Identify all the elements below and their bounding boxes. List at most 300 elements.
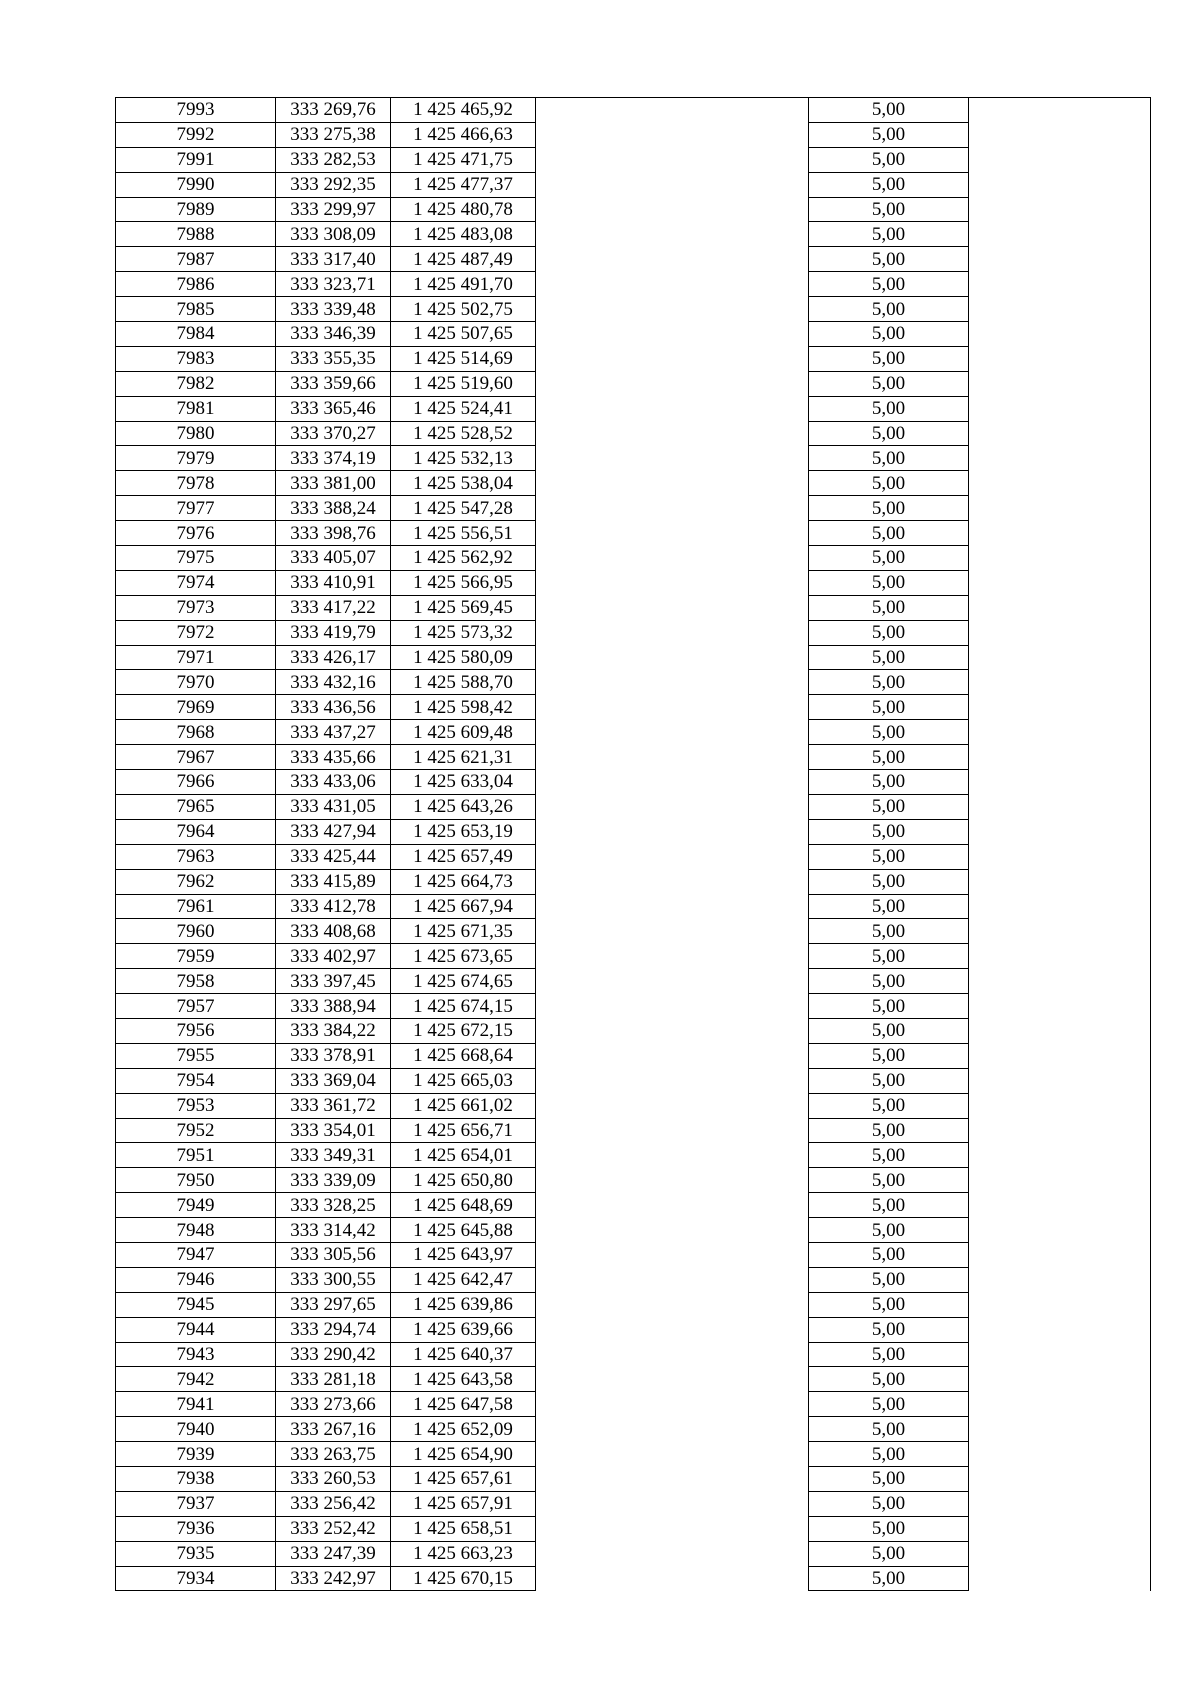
- x-coordinate-cell: 333 292,35: [276, 172, 391, 197]
- value-cell: 5,00: [809, 720, 969, 745]
- y-coordinate-cell: 1 425 573,32: [391, 620, 536, 645]
- x-coordinate-cell: 333 437,27: [276, 720, 391, 745]
- y-coordinate-cell: 1 425 654,01: [391, 1143, 536, 1168]
- y-coordinate-cell: 1 425 621,31: [391, 745, 536, 770]
- value-cell: 5,00: [809, 1242, 969, 1267]
- empty-cell: [536, 297, 809, 322]
- table-row: [116, 297, 1151, 322]
- value-cell: 5,00: [809, 98, 969, 123]
- empty-cell: [536, 1242, 809, 1267]
- x-coordinate-cell: 333 339,48: [276, 297, 391, 322]
- y-coordinate-cell: 1 425 647,58: [391, 1392, 536, 1417]
- table-row: [116, 1068, 1151, 1093]
- table-row: [116, 446, 1151, 471]
- x-coordinate-cell: 333 267,16: [276, 1417, 391, 1442]
- empty-cell: [536, 969, 809, 994]
- empty-cell: [536, 1491, 809, 1516]
- table-row: [116, 98, 1151, 123]
- note-cell: [969, 745, 1151, 770]
- value-cell: 5,00: [809, 521, 969, 546]
- point-number-cell: 7977: [116, 496, 276, 521]
- empty-cell: [536, 894, 809, 919]
- table-row: [116, 794, 1151, 819]
- table-row: [116, 770, 1151, 795]
- value-cell: 5,00: [809, 371, 969, 396]
- table-row: [116, 595, 1151, 620]
- x-coordinate-cell: 333 427,94: [276, 819, 391, 844]
- value-cell: 5,00: [809, 421, 969, 446]
- value-cell: 5,00: [809, 247, 969, 272]
- empty-cell: [536, 1118, 809, 1143]
- x-coordinate-cell: 333 328,25: [276, 1193, 391, 1218]
- y-coordinate-cell: 1 425 519,60: [391, 371, 536, 396]
- x-coordinate-cell: 333 405,07: [276, 546, 391, 571]
- point-number-cell: 7989: [116, 197, 276, 222]
- point-number-cell: 7974: [116, 570, 276, 595]
- empty-cell: [536, 396, 809, 421]
- x-coordinate-cell: 333 323,71: [276, 272, 391, 297]
- empty-cell: [536, 1442, 809, 1467]
- point-number-cell: 7951: [116, 1143, 276, 1168]
- x-coordinate-cell: 333 317,40: [276, 247, 391, 272]
- empty-cell: [536, 346, 809, 371]
- value-cell: 5,00: [809, 670, 969, 695]
- y-coordinate-cell: 1 425 672,15: [391, 1018, 536, 1043]
- point-number-cell: 7965: [116, 794, 276, 819]
- empty-cell: [536, 1093, 809, 1118]
- point-number-cell: 7962: [116, 869, 276, 894]
- note-cell: [969, 1068, 1151, 1093]
- note-cell: [969, 222, 1151, 247]
- note-cell: [969, 1442, 1151, 1467]
- value-cell: 5,00: [809, 969, 969, 994]
- empty-cell: [536, 521, 809, 546]
- x-coordinate-cell: 333 381,00: [276, 471, 391, 496]
- note-cell: [969, 969, 1151, 994]
- empty-cell: [536, 869, 809, 894]
- y-coordinate-cell: 1 425 652,09: [391, 1417, 536, 1442]
- empty-cell: [536, 1566, 809, 1591]
- table-row: [116, 1516, 1151, 1541]
- empty-cell: [536, 720, 809, 745]
- x-coordinate-cell: 333 275,38: [276, 122, 391, 147]
- table-row: [116, 346, 1151, 371]
- note-cell: [969, 645, 1151, 670]
- y-coordinate-cell: 1 425 633,04: [391, 770, 536, 795]
- y-coordinate-cell: 1 425 658,51: [391, 1516, 536, 1541]
- point-number-cell: 7982: [116, 371, 276, 396]
- point-number-cell: 7990: [116, 172, 276, 197]
- empty-cell: [536, 1068, 809, 1093]
- value-cell: 5,00: [809, 1342, 969, 1367]
- point-number-cell: 7963: [116, 844, 276, 869]
- x-coordinate-cell: 333 402,97: [276, 944, 391, 969]
- value-cell: 5,00: [809, 770, 969, 795]
- table-row: [116, 1292, 1151, 1317]
- x-coordinate-cell: 333 297,65: [276, 1292, 391, 1317]
- y-coordinate-cell: 1 425 657,61: [391, 1466, 536, 1491]
- point-number-cell: 7953: [116, 1093, 276, 1118]
- point-number-cell: 7954: [116, 1068, 276, 1093]
- point-number-cell: 7992: [116, 122, 276, 147]
- point-number-cell: 7941: [116, 1392, 276, 1417]
- table-row: [116, 944, 1151, 969]
- note-cell: [969, 894, 1151, 919]
- note-cell: [969, 770, 1151, 795]
- x-coordinate-cell: 333 339,09: [276, 1168, 391, 1193]
- y-coordinate-cell: 1 425 639,86: [391, 1292, 536, 1317]
- y-coordinate-cell: 1 425 562,92: [391, 546, 536, 571]
- x-coordinate-cell: 333 300,55: [276, 1267, 391, 1292]
- table-row: [116, 396, 1151, 421]
- note-cell: [969, 1143, 1151, 1168]
- note-cell: [969, 1292, 1151, 1317]
- empty-cell: [536, 496, 809, 521]
- value-cell: 5,00: [809, 1018, 969, 1043]
- empty-cell: [536, 471, 809, 496]
- point-number-cell: 7952: [116, 1118, 276, 1143]
- y-coordinate-cell: 1 425 483,08: [391, 222, 536, 247]
- value-cell: 5,00: [809, 1093, 969, 1118]
- x-coordinate-cell: 333 408,68: [276, 919, 391, 944]
- note-cell: [969, 1043, 1151, 1068]
- value-cell: 5,00: [809, 1417, 969, 1442]
- x-coordinate-cell: 333 290,42: [276, 1342, 391, 1367]
- table-row: [116, 1267, 1151, 1292]
- point-number-cell: 7949: [116, 1193, 276, 1218]
- note-cell: [969, 322, 1151, 347]
- x-coordinate-cell: 333 354,01: [276, 1118, 391, 1143]
- point-number-cell: 7957: [116, 994, 276, 1019]
- note-cell: [969, 620, 1151, 645]
- note-cell: [969, 446, 1151, 471]
- x-coordinate-cell: 333 263,75: [276, 1442, 391, 1467]
- value-cell: 5,00: [809, 1491, 969, 1516]
- point-number-cell: 7938: [116, 1466, 276, 1491]
- note-cell: [969, 297, 1151, 322]
- value-cell: 5,00: [809, 396, 969, 421]
- y-coordinate-cell: 1 425 556,51: [391, 521, 536, 546]
- empty-cell: [536, 670, 809, 695]
- table-row: [116, 1442, 1151, 1467]
- y-coordinate-cell: 1 425 643,26: [391, 794, 536, 819]
- point-number-cell: 7976: [116, 521, 276, 546]
- note-cell: [969, 172, 1151, 197]
- y-coordinate-cell: 1 425 643,97: [391, 1242, 536, 1267]
- empty-cell: [536, 446, 809, 471]
- x-coordinate-cell: 333 269,76: [276, 98, 391, 123]
- empty-cell: [536, 1516, 809, 1541]
- point-number-cell: 7993: [116, 98, 276, 123]
- note-cell: [969, 1317, 1151, 1342]
- note-cell: [969, 944, 1151, 969]
- value-cell: 5,00: [809, 894, 969, 919]
- value-cell: 5,00: [809, 496, 969, 521]
- empty-cell: [536, 1317, 809, 1342]
- y-coordinate-cell: 1 425 507,65: [391, 322, 536, 347]
- value-cell: 5,00: [809, 1168, 969, 1193]
- table-row: [116, 147, 1151, 172]
- value-cell: 5,00: [809, 147, 969, 172]
- table-row: [116, 720, 1151, 745]
- y-coordinate-cell: 1 425 502,75: [391, 297, 536, 322]
- empty-cell: [536, 421, 809, 446]
- point-number-cell: 7939: [116, 1442, 276, 1467]
- table-row: [116, 272, 1151, 297]
- table-row: [116, 1018, 1151, 1043]
- note-cell: [969, 1342, 1151, 1367]
- table-row: [116, 1317, 1151, 1342]
- note-cell: [969, 1516, 1151, 1541]
- point-number-cell: 7969: [116, 695, 276, 720]
- y-coordinate-cell: 1 425 671,35: [391, 919, 536, 944]
- empty-cell: [536, 322, 809, 347]
- note-cell: [969, 396, 1151, 421]
- y-coordinate-cell: 1 425 654,90: [391, 1442, 536, 1467]
- point-number-cell: 7948: [116, 1218, 276, 1243]
- point-number-cell: 7968: [116, 720, 276, 745]
- y-coordinate-cell: 1 425 465,92: [391, 98, 536, 123]
- empty-cell: [536, 1367, 809, 1392]
- table-row: [116, 1491, 1151, 1516]
- table-row: [116, 546, 1151, 571]
- table-row: [116, 521, 1151, 546]
- x-coordinate-cell: 333 398,76: [276, 521, 391, 546]
- value-cell: 5,00: [809, 919, 969, 944]
- note-cell: [969, 1466, 1151, 1491]
- y-coordinate-cell: 1 425 663,23: [391, 1541, 536, 1566]
- note-cell: [969, 595, 1151, 620]
- empty-cell: [536, 1267, 809, 1292]
- table-row: [116, 322, 1151, 347]
- empty-cell: [536, 1466, 809, 1491]
- coordinate-table: [115, 97, 1151, 1591]
- y-coordinate-cell: 1 425 664,73: [391, 869, 536, 894]
- point-number-cell: 7944: [116, 1317, 276, 1342]
- y-coordinate-cell: 1 425 639,66: [391, 1317, 536, 1342]
- x-coordinate-cell: 333 260,53: [276, 1466, 391, 1491]
- empty-cell: [536, 620, 809, 645]
- value-cell: 5,00: [809, 1143, 969, 1168]
- table-row: [116, 421, 1151, 446]
- value-cell: 5,00: [809, 1193, 969, 1218]
- note-cell: [969, 421, 1151, 446]
- point-number-cell: 7934: [116, 1566, 276, 1591]
- point-number-cell: 7966: [116, 770, 276, 795]
- empty-cell: [536, 1292, 809, 1317]
- table-row: [116, 894, 1151, 919]
- value-cell: 5,00: [809, 172, 969, 197]
- point-number-cell: 7970: [116, 670, 276, 695]
- table-row: [116, 695, 1151, 720]
- x-coordinate-cell: 333 349,31: [276, 1143, 391, 1168]
- table-row: [116, 994, 1151, 1019]
- empty-cell: [536, 1043, 809, 1068]
- table-row: [116, 844, 1151, 869]
- value-cell: 5,00: [809, 994, 969, 1019]
- table-row: [116, 122, 1151, 147]
- x-coordinate-cell: 333 308,09: [276, 222, 391, 247]
- value-cell: 5,00: [809, 1317, 969, 1342]
- table-row: [116, 570, 1151, 595]
- x-coordinate-cell: 333 369,04: [276, 1068, 391, 1093]
- value-cell: 5,00: [809, 322, 969, 347]
- empty-cell: [536, 794, 809, 819]
- y-coordinate-cell: 1 425 538,04: [391, 471, 536, 496]
- empty-cell: [536, 1018, 809, 1043]
- point-number-cell: 7955: [116, 1043, 276, 1068]
- empty-cell: [536, 595, 809, 620]
- table-row: [116, 645, 1151, 670]
- point-number-cell: 7956: [116, 1018, 276, 1043]
- x-coordinate-cell: 333 247,39: [276, 1541, 391, 1566]
- x-coordinate-cell: 333 431,05: [276, 794, 391, 819]
- empty-cell: [536, 1168, 809, 1193]
- x-coordinate-cell: 333 361,72: [276, 1093, 391, 1118]
- empty-cell: [536, 1417, 809, 1442]
- y-coordinate-cell: 1 425 645,88: [391, 1218, 536, 1243]
- empty-cell: [536, 546, 809, 571]
- point-number-cell: 7985: [116, 297, 276, 322]
- table-row: [116, 197, 1151, 222]
- value-cell: 5,00: [809, 819, 969, 844]
- empty-cell: [536, 122, 809, 147]
- note-cell: [969, 122, 1151, 147]
- value-cell: 5,00: [809, 1392, 969, 1417]
- point-number-cell: 7980: [116, 421, 276, 446]
- y-coordinate-cell: 1 425 491,70: [391, 272, 536, 297]
- value-cell: 5,00: [809, 844, 969, 869]
- point-number-cell: 7960: [116, 919, 276, 944]
- value-cell: 5,00: [809, 272, 969, 297]
- note-cell: [969, 1018, 1151, 1043]
- note-cell: [969, 695, 1151, 720]
- value-cell: 5,00: [809, 1118, 969, 1143]
- point-number-cell: 7945: [116, 1292, 276, 1317]
- y-coordinate-cell: 1 425 569,45: [391, 595, 536, 620]
- point-number-cell: 7979: [116, 446, 276, 471]
- x-coordinate-cell: 333 370,27: [276, 421, 391, 446]
- point-number-cell: 7947: [116, 1242, 276, 1267]
- x-coordinate-cell: 333 294,74: [276, 1317, 391, 1342]
- table-body: [116, 98, 1151, 1591]
- point-number-cell: 7946: [116, 1267, 276, 1292]
- x-coordinate-cell: 333 299,97: [276, 197, 391, 222]
- table-row: [116, 471, 1151, 496]
- y-coordinate-cell: 1 425 480,78: [391, 197, 536, 222]
- y-coordinate-cell: 1 425 668,64: [391, 1043, 536, 1068]
- value-cell: 5,00: [809, 1218, 969, 1243]
- value-cell: 5,00: [809, 122, 969, 147]
- value-cell: 5,00: [809, 869, 969, 894]
- table-row: [116, 1566, 1151, 1591]
- x-coordinate-cell: 333 425,44: [276, 844, 391, 869]
- point-number-cell: 7984: [116, 322, 276, 347]
- table-row: [116, 670, 1151, 695]
- y-coordinate-cell: 1 425 471,75: [391, 147, 536, 172]
- note-cell: [969, 1218, 1151, 1243]
- point-number-cell: 7958: [116, 969, 276, 994]
- note-cell: [969, 346, 1151, 371]
- empty-cell: [536, 695, 809, 720]
- table-row: [116, 1367, 1151, 1392]
- note-cell: [969, 794, 1151, 819]
- empty-cell: [536, 147, 809, 172]
- table-row: [116, 1218, 1151, 1243]
- y-coordinate-cell: 1 425 650,80: [391, 1168, 536, 1193]
- table-row: [116, 819, 1151, 844]
- empty-cell: [536, 570, 809, 595]
- x-coordinate-cell: 333 281,18: [276, 1367, 391, 1392]
- table-row: [116, 1143, 1151, 1168]
- y-coordinate-cell: 1 425 487,49: [391, 247, 536, 272]
- x-coordinate-cell: 333 410,91: [276, 570, 391, 595]
- empty-cell: [536, 98, 809, 123]
- point-number-cell: 7981: [116, 396, 276, 421]
- value-cell: 5,00: [809, 794, 969, 819]
- note-cell: [969, 819, 1151, 844]
- empty-cell: [536, 1143, 809, 1168]
- x-coordinate-cell: 333 256,42: [276, 1491, 391, 1516]
- value-cell: 5,00: [809, 645, 969, 670]
- y-coordinate-cell: 1 425 588,70: [391, 670, 536, 695]
- table-row: [116, 247, 1151, 272]
- value-cell: 5,00: [809, 1566, 969, 1591]
- x-coordinate-cell: 333 415,89: [276, 869, 391, 894]
- table-row: [116, 1193, 1151, 1218]
- y-coordinate-cell: 1 425 580,09: [391, 645, 536, 670]
- x-coordinate-cell: 333 436,56: [276, 695, 391, 720]
- value-cell: 5,00: [809, 222, 969, 247]
- point-number-cell: 7988: [116, 222, 276, 247]
- table-row: [116, 1342, 1151, 1367]
- value-cell: 5,00: [809, 1442, 969, 1467]
- y-coordinate-cell: 1 425 598,42: [391, 695, 536, 720]
- empty-cell: [536, 1218, 809, 1243]
- x-coordinate-cell: 333 433,06: [276, 770, 391, 795]
- note-cell: [969, 1566, 1151, 1591]
- x-coordinate-cell: 333 432,16: [276, 670, 391, 695]
- table-row: [116, 620, 1151, 645]
- x-coordinate-cell: 333 252,42: [276, 1516, 391, 1541]
- y-coordinate-cell: 1 425 640,37: [391, 1342, 536, 1367]
- y-coordinate-cell: 1 425 673,65: [391, 944, 536, 969]
- table-row: [116, 172, 1151, 197]
- note-cell: [969, 1093, 1151, 1118]
- x-coordinate-cell: 333 365,46: [276, 396, 391, 421]
- empty-cell: [536, 1392, 809, 1417]
- point-number-cell: 7940: [116, 1417, 276, 1442]
- x-coordinate-cell: 333 419,79: [276, 620, 391, 645]
- point-number-cell: 7943: [116, 1342, 276, 1367]
- note-cell: [969, 247, 1151, 272]
- table-row: [116, 1417, 1151, 1442]
- note-cell: [969, 496, 1151, 521]
- x-coordinate-cell: 333 388,94: [276, 994, 391, 1019]
- value-cell: 5,00: [809, 546, 969, 571]
- point-number-cell: 7937: [116, 1491, 276, 1516]
- y-coordinate-cell: 1 425 674,15: [391, 994, 536, 1019]
- x-coordinate-cell: 333 359,66: [276, 371, 391, 396]
- value-cell: 5,00: [809, 620, 969, 645]
- empty-cell: [536, 222, 809, 247]
- x-coordinate-cell: 333 412,78: [276, 894, 391, 919]
- x-coordinate-cell: 333 426,17: [276, 645, 391, 670]
- note-cell: [969, 272, 1151, 297]
- empty-cell: [536, 1541, 809, 1566]
- x-coordinate-cell: 333 282,53: [276, 147, 391, 172]
- value-cell: 5,00: [809, 1292, 969, 1317]
